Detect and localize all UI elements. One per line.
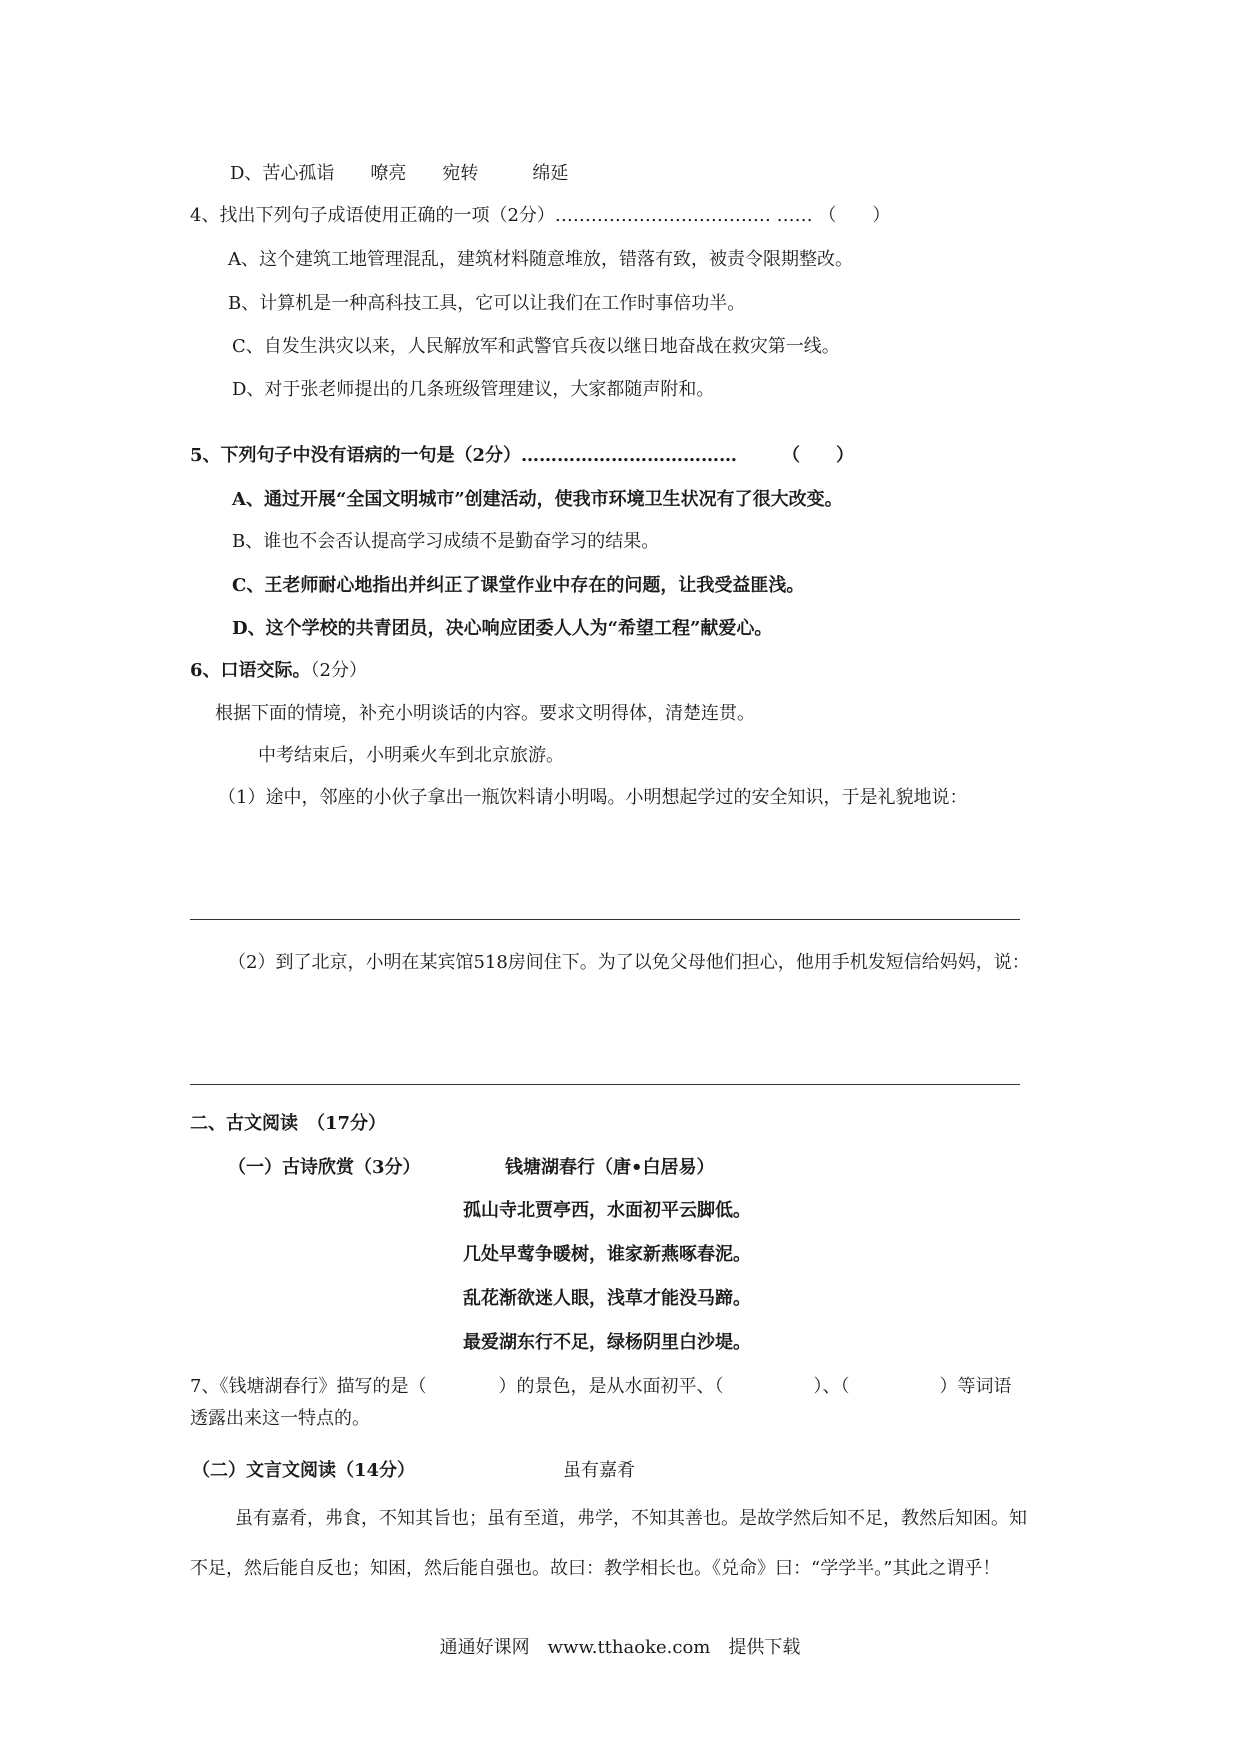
q7-line-1: 7、《钱塘湖春行》描写的是（ ）的景色，是从水面初平、（ ）、（ ）等词语 <box>190 1376 1012 1397</box>
q6-part2: （2）到了北京，小明在某宾馆518房间住下。为了以免父母他们担心，他用手机发短信给妈妈，说： <box>228 952 1030 973</box>
poem-line-3: 乱花渐欲迷人眼，浅草才能没马蹄。 <box>463 1288 751 1309</box>
q4-option-c: C、自发生洪灾以来，人民解放军和武警官兵夜以继日地奋战在救灾第一线。 <box>232 336 840 357</box>
q6-instruction: 根据下面的情境，补充小明谈话的内容。要求文明得体，清楚连贯。 <box>215 703 755 724</box>
q4-option-b: B、计算机是一种高科技工具，它可以让我们在工作时事倍功半。 <box>228 293 746 314</box>
q6-scene: 中考结束后，小明乘火车到北京旅游。 <box>258 745 564 766</box>
section2-title: 二、古文阅读 （17分） <box>190 1113 387 1134</box>
q6-title: 6、口语交际。 <box>190 660 311 681</box>
answer-line-1 <box>190 919 1020 920</box>
q4-option-d: D、对于张老师提出的几条班级管理建议，大家都随声附和。 <box>232 379 715 400</box>
q5-option-a: A、通过开展“全国文明城市”创建活动，使我市环境卫生状况有了很大改变。 <box>232 489 843 510</box>
poem-section-heading: （一）古诗欣赏（3分） <box>228 1157 421 1178</box>
q5-option-b: B、谁也不会否认提高学习成绩不是勤奋学习的结果。 <box>232 531 660 552</box>
answer-line-2 <box>190 1084 1020 1085</box>
passage-line-1: 虽有嘉肴，弗食，不知其旨也；虽有至道，弗学，不知其善也。是故学然后知不足，教然后知困。知 <box>235 1508 1027 1529</box>
q5-option-d: D、这个学校的共青团员，决心响应团委人人为“希望工程”献爱心。 <box>232 618 773 639</box>
q7-line-2: 透露出来这一特点的。 <box>190 1408 370 1429</box>
poem-line-4: 最爱湖东行不足，绿杨阴里白沙堤。 <box>463 1332 751 1353</box>
poem-line-2: 几处早莺争暖树，谁家新燕啄春泥。 <box>463 1244 751 1265</box>
q6-stem <box>190 659 367 683</box>
classical-section-heading: （二）文言文阅读（14分） <box>192 1460 416 1481</box>
q6-part1: （1）途中，邻座的小伙子拿出一瓶饮料请小明喝。小明想起学过的安全知识，于是礼貌地说： <box>218 787 968 808</box>
q4-stem: 4、找出下列句子成语使用正确的一项（2分）……………………………… …… （ ） <box>190 205 891 226</box>
q3-option-d: D、苦心孤诣 嘹亮 宛转 绵延 <box>230 163 569 184</box>
passage-line-2: 不足，然后能自反也；知困，然后能自强也。故曰：教学相长也。《兑命》曰：“学学半。”其此之谓乎！ <box>190 1558 1001 1579</box>
poem-title: 钱塘湖春行（唐•白居易） <box>505 1157 715 1178</box>
q6-score: （2分） <box>310 660 367 681</box>
poem-line-1: 孤山寺北贾亭西，水面初平云脚低。 <box>463 1200 751 1221</box>
q5-option-c: C、王老师耐心地指出并纠正了课堂作业中存在的问题，让我受益匪浅。 <box>232 575 805 596</box>
footer: 通通好课网 www.tthaoke.com 提供下载 <box>439 1637 801 1658</box>
q5-stem: 5、下列句子中没有语病的一句是（2分）……………………………… （ ） <box>190 445 855 466</box>
q4-option-a: A、这个建筑工地管理混乱，建筑材料随意堆放，错落有致，被责令限期整改。 <box>228 249 853 270</box>
passage-title: 虽有嘉肴 <box>563 1460 635 1481</box>
